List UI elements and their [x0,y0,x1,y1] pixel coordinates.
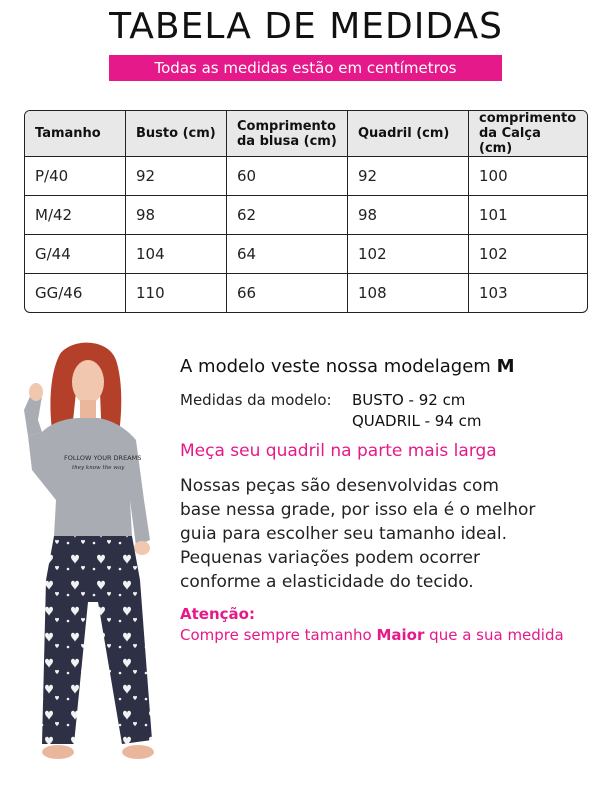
table-row [25,157,587,196]
model-bust-measure: BUSTO - 92 cm [352,391,466,409]
cell-pants-length: 100 [469,157,587,196]
cell-hip: 108 [348,274,469,312]
cell-bust: 104 [126,235,227,274]
cell-pants-length: 103 [479,284,508,302]
hip-measure-tip: Meça seu quadril na parte mais larga [180,441,497,461]
model-size-heading: A modelo veste nossa modelagem M [180,356,515,377]
shirt-print-text: FOLLOW YOUR DREAMS [64,454,142,462]
model-hip-measure: QUADRIL - 94 cm [352,412,482,430]
paragraph-line: guia para escolher seu tamanho ideal. [180,524,507,544]
cell-hip: 98 [348,196,469,235]
cell-pants-length: 101 [469,196,587,235]
attention-emphasis: Maior [376,626,425,644]
cell-bust: 92 [126,157,227,196]
cell-blouse-length: 62 [227,196,348,235]
column-header-blouse-length: Comprimento da blusa (cm) [227,111,348,157]
size-guide-paragraph [180,474,600,594]
size-chart-table [24,110,588,313]
model-size-letter: M [496,356,515,377]
units-banner: Todas as medidas estão em centímetros [109,55,502,81]
model-measures-label: Medidas da modelo: [180,391,332,409]
attention-text: Compre sempre tamanho Maior que a sua medida [180,626,564,644]
column-header-size: Tamanho [25,111,126,157]
model-photo [12,340,172,780]
table-row [25,196,587,235]
paragraph-line: conforme a elasticidade do tecido. [180,572,474,592]
cell-bust: 98 [126,196,227,235]
cell-size: P/40 [25,157,126,196]
table-row [25,235,587,274]
cell-hip: 92 [348,157,469,196]
shirt-print-subtext: they know the way [72,465,125,471]
cell-pants-length: 102 [469,235,587,274]
column-header-bust: Busto (cm) [126,111,227,157]
page-title: TABELA DE MEDIDAS [109,6,503,47]
paragraph-line: Nossas peças são desenvolvidas com [180,476,499,496]
table-row [25,274,587,312]
attention-title: Atenção: [180,605,255,623]
cell-hip: 102 [348,235,469,274]
column-header-pants-length: comprimento da Calça (cm) [469,111,587,157]
paragraph-line: base nessa grade, por isso ela é o melhor [180,500,536,520]
table-header-row [25,111,587,157]
cell-size: M/42 [25,196,126,235]
cell-blouse-length: 64 [227,235,348,274]
cell-size: GG/46 [25,274,126,312]
pants-shape [42,536,152,744]
cell-blouse-length: 66 [227,274,348,312]
column-header-hip: Quadril (cm) [348,111,469,157]
face-shape [72,360,104,404]
cell-blouse-length: 60 [227,157,348,196]
cell-bust: 110 [126,274,227,312]
paragraph-line: Pequenas variações podem ocorrer [180,548,480,568]
cell-size: G/44 [25,235,126,274]
shirt-shape [28,418,150,546]
